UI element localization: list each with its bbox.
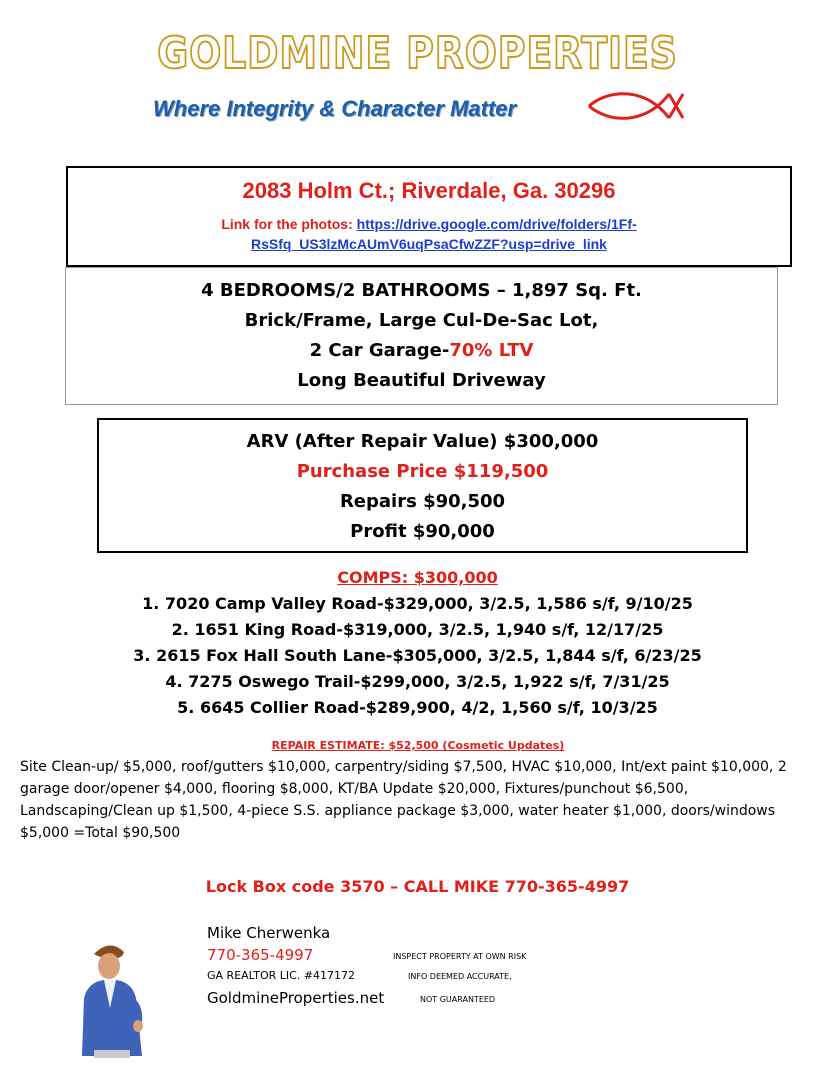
fish-icon <box>585 88 687 124</box>
lockbox-callout: Lock Box code 3570 – CALL MIKE 770-365-4997 <box>205 877 630 896</box>
financials-box <box>97 418 748 553</box>
feature-construction: Brick/Frame, Large Cul-De-Sac Lot, <box>244 310 599 331</box>
arv-value: ARV (After Repair Value) $300,000 <box>246 431 599 452</box>
feature-beds-baths: 4 BEDROOMS/2 BATHROOMS – 1,897 Sq. Ft. <box>201 280 642 301</box>
tagline: Where Integrity & Character Matter <box>153 96 517 121</box>
comp-item: 2. 1651 King Road-$319,000, 3/2.5, 1,940 s/f, 12/17/25 <box>171 620 664 639</box>
address-box <box>66 166 792 267</box>
contact-block <box>207 922 384 1010</box>
agent-license: GA REALTOR LIC. #417172 <box>207 969 356 982</box>
property-address: 2083 Holm Ct.; Riverdale, Ga. 30296 <box>242 178 616 203</box>
comp-item: 3. 2615 Fox Hall South Lane-$305,000, 3/2.5, 1,844 s/f, 6/23/25 <box>133 646 702 665</box>
agent-website[interactable]: GoldmineProperties.net <box>207 989 385 1007</box>
logo-title: GOLDMINE PROPERTIES <box>157 28 678 79</box>
feature-garage: 2 Car Garage- <box>309 340 450 361</box>
feature-ltv: 70% LTV <box>449 340 534 361</box>
repairs-cost: Repairs $90,500 <box>339 491 506 512</box>
feature-driveway: Long Beautiful Driveway <box>297 370 546 391</box>
comp-item: 1. 7020 Camp Valley Road-$329,000, 3/2.5, 1,586 s/f, 9/10/25 <box>142 594 693 613</box>
disclaimer-line: NOT GUARANTEED <box>420 995 496 1004</box>
agent-phone[interactable]: 770-365-4997 <box>207 946 314 964</box>
agent-photo <box>64 938 156 1058</box>
photos-link-url-2[interactable]: RsSfq_US3lzMcAUmV6uqPsaCfwZZF?usp=drive_link <box>251 236 607 252</box>
agent-name: Mike Cherwenka <box>207 924 331 942</box>
features-box <box>65 267 778 405</box>
comp-item: 5. 6645 Collier Road-$289,900, 4/2, 1,560 s/f, 10/3/25 <box>177 698 658 717</box>
profit-value: Profit $90,000 <box>350 521 495 542</box>
repair-title: REPAIR ESTIMATE: $52,500 (Cosmetic Updates) <box>271 739 565 752</box>
disclaimer-line: INFO DEEMED ACCURATE, <box>408 972 512 981</box>
purchase-price: Purchase Price $119,500 <box>296 461 549 482</box>
comp-item: 4. 7275 Oswego Trail-$299,000, 3/2.5, 1,922 s/f, 7/31/25 <box>165 672 670 691</box>
comps-section <box>0 565 835 721</box>
photos-link-label: Link for the photos: <box>221 216 353 232</box>
repair-body: Site Clean-up/ $5,000, roof/gutters $10,000, carpentry/siding $7,500, HVAC $10,000, Int/ext paint $10,000, 2 garage door/opener $4,000, flooring $8,000, KT/BA Update $20,000, Fixtures/punchout $6,500, Landscaping/Clean up $1,500, 4-piece S.S. appliance package $3,000, water heater $1,000, doors/windows $5,000 =Total $90,500 <box>20 759 787 841</box>
comps-title: COMPS: $300,000 <box>337 568 498 587</box>
photos-link-url-1[interactable]: https://drive.google.com/drive/folders/1Ff- <box>356 216 637 232</box>
disclaimer-line: INSPECT PROPERTY AT OWN RISK <box>393 952 527 961</box>
feature-garage-line <box>66 336 777 366</box>
repair-section <box>18 738 818 844</box>
